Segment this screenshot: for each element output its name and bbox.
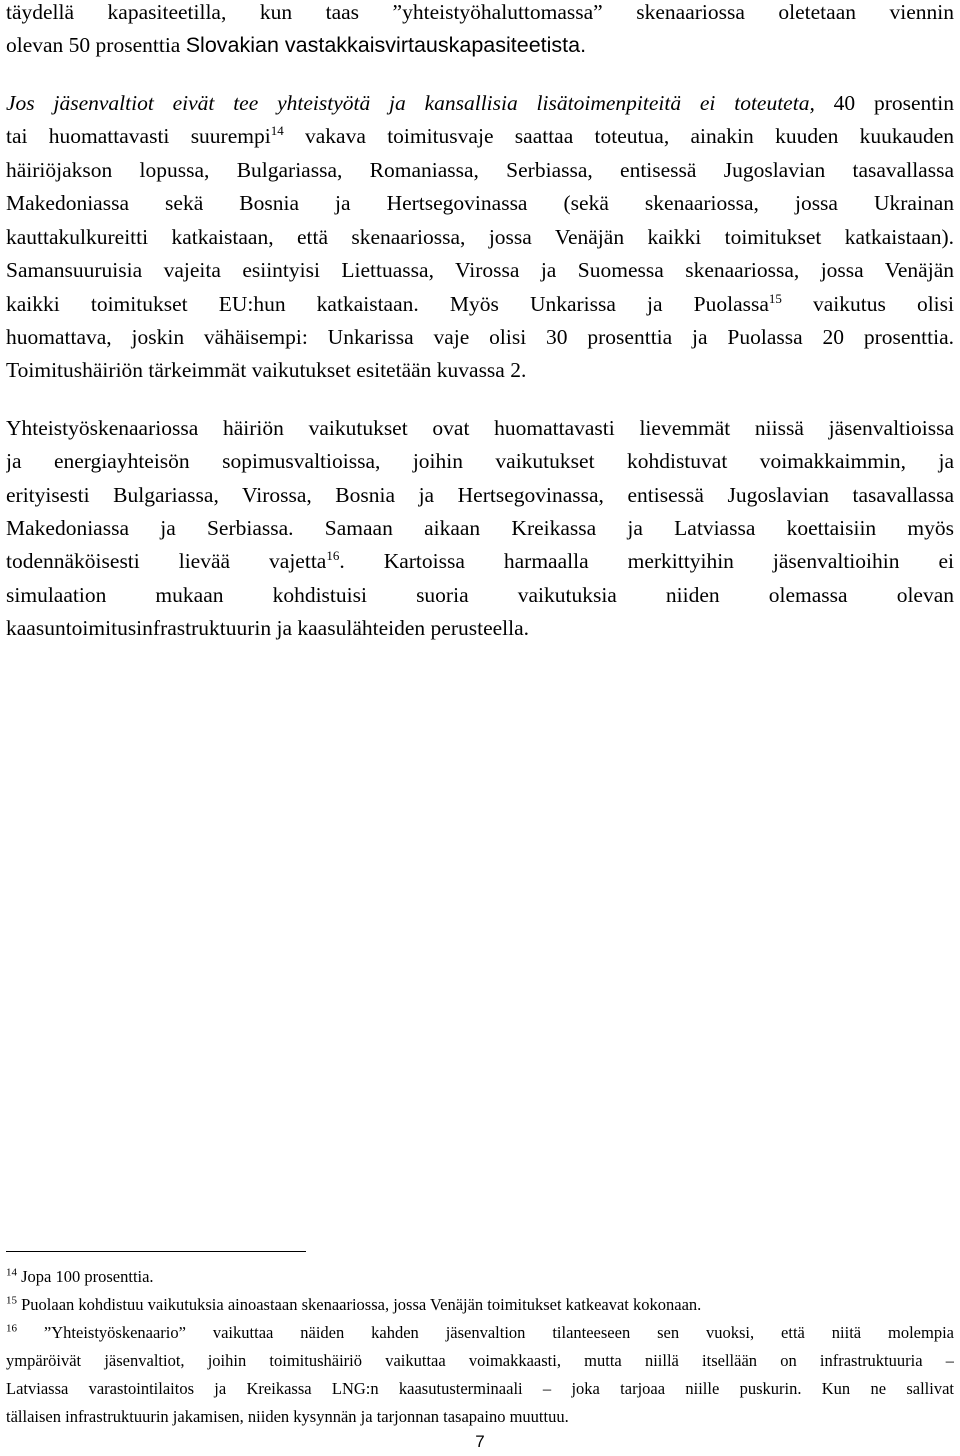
footnote-15 bbox=[6, 1294, 954, 1316]
footnote-separator bbox=[6, 1251, 306, 1252]
paragraph-3-line-5 bbox=[6, 546, 954, 576]
footnote-16-line-2: ympäröivät jäsenvaltiot, joihin toimitushäiriö vaikuttaa voimakkaasti, mutta niillä itsellään on infrastruktuuria – bbox=[6, 1351, 954, 1370]
paragraph-2-line-8: huomattava, joskin vähäisempi: Unkarissa vaje olisi 30 prosenttia ja Puolassa 20 prosenttia. bbox=[6, 325, 954, 349]
paragraph-2-line-1 bbox=[6, 88, 954, 118]
paragraph-2-line-7-b: vaikutus olisi bbox=[781, 292, 954, 316]
paragraph-2-line-2-a: tai huomattavasti suurempi bbox=[6, 124, 271, 148]
footnote-text: Puolaan kohdistuu vaikutuksia ainoastaan skenaariossa, jossa Venäjän toimitukset katkeavat kokonaan. bbox=[21, 1295, 702, 1314]
footnote-number: 16 bbox=[6, 1322, 17, 1335]
footnote-text: Jopa 100 prosenttia. bbox=[21, 1267, 154, 1286]
paragraph-2-line-9: Toimitushäiriön tärkeimmät vaikutukset esitetään kuvassa 2. bbox=[6, 358, 527, 382]
paragraph-1-line-2 bbox=[6, 30, 954, 60]
paragraph-3-line-3: erityisesti Bulgariassa, Virossa, Bosnia ja Hertsegovinassa, entisessä Jugoslavian tasavallassa bbox=[6, 483, 954, 507]
paragraph-1-line-2-sans: Slovakian vastakkaisvirtauskapasiteetista. bbox=[185, 33, 587, 57]
paragraph-3-line-4: Makedoniassa ja Serbiassa. Samaan aikaan Kreikassa ja Latviassa koettaisiin myös bbox=[6, 516, 954, 540]
footnote-text: ”Yhteistyöskenaario” vaikuttaa näiden kahden jäsenvaltion tilanteeseen sen vuoksi, että niitä molempia bbox=[43, 1323, 954, 1342]
paragraph-2-line-2-b: vakava toimitusvaje saattaa toteutua, ainakin kuuden kuukauden bbox=[283, 124, 954, 148]
paragraph-2-line-6: Samansuuruisia vajeita esiintyisi Liettuassa, Virossa ja Suomessa skenaariossa, jossa Venäjän bbox=[6, 258, 954, 282]
paragraph-3-line-2: ja energiayhteisön sopimusvaltioissa, joihin vaikutukset kohdistuvat voimakkaimmin, ja bbox=[6, 449, 954, 473]
paragraph-1-line-1: täydellä kapasiteetilla, kun taas ”yhteistyöhaluttomassa” skenaariossa oletetaan viennin bbox=[6, 0, 954, 24]
paragraph-3-line-5-a: todennäköisesti lievää vajetta bbox=[6, 549, 327, 573]
footnote-16-line-1 bbox=[6, 1322, 954, 1344]
footnote-16-line-3: Latviassa varastointilaitos ja Kreikassa LNG:n kaasutusterminaali – joka tarjoaa niille puskurin. Kun ne sallivat bbox=[6, 1379, 954, 1398]
page-number: 7 bbox=[475, 1432, 485, 1451]
footnote-ref-15[interactable]: 15 bbox=[768, 290, 782, 306]
footnote-number: 15 bbox=[6, 1294, 17, 1307]
paragraph-2-line-3: häiriöjakson lopussa, Bulgariassa, Romaniassa, Serbiassa, entisessä Jugoslavian tasavallassa bbox=[6, 158, 954, 182]
footnote-16-line-4: tällaisen infrastruktuurin jakamisen, niiden kysynnän ja tarjonnan tasapaino muuttuu. bbox=[6, 1407, 569, 1426]
paragraph-2-line-1-rest: 40 prosentin bbox=[814, 91, 954, 115]
footnote-ref-16[interactable]: 16 bbox=[326, 547, 340, 563]
footnote-number: 14 bbox=[6, 1266, 17, 1279]
paragraph-3-line-5-b: . Kartoissa harmaalla merkittyihin jäsenvaltioihin ei bbox=[339, 549, 954, 573]
paragraph-3-line-6: simulaation mukaan kohdistuisi suoria vaikutuksia niiden olemassa olevan bbox=[6, 583, 954, 607]
paragraph-2-line-2 bbox=[6, 121, 954, 151]
paragraph-2-line-5: kauttakulkureitti katkaistaan, että skenaariossa, jossa Venäjän kaikki toimitukset katkaistaan). bbox=[6, 225, 954, 249]
paragraph-3-line-7: kaasuntoimitusinfrastruktuurin ja kaasulähteiden perusteella. bbox=[6, 616, 530, 640]
footnote-14 bbox=[6, 1266, 954, 1288]
paragraph-2-line-7-a: kaikki toimitukset EU:hun katkaistaan. Myös Unkarissa ja Puolassa bbox=[6, 292, 769, 316]
paragraph-3-line-1: Yhteistyöskenaariossa häiriön vaikutukset ovat huomattavasti lievemmät niissä jäsenvaltioissa bbox=[6, 416, 954, 440]
paragraph-2-line-7 bbox=[6, 289, 954, 319]
paragraph-2-line-4: Makedoniassa sekä Bosnia ja Hertsegovinassa (sekä skenaariossa, jossa Ukrainan bbox=[6, 191, 954, 215]
footnote-ref-14[interactable]: 14 bbox=[270, 122, 284, 138]
italic-phrase: Jos jäsenvaltiot eivät tee yhteistyötä ja kansallisia lisätoimenpiteitä ei toteuteta, bbox=[6, 91, 815, 115]
paragraph-1-line-2-serif: olevan 50 prosenttia bbox=[6, 33, 186, 57]
